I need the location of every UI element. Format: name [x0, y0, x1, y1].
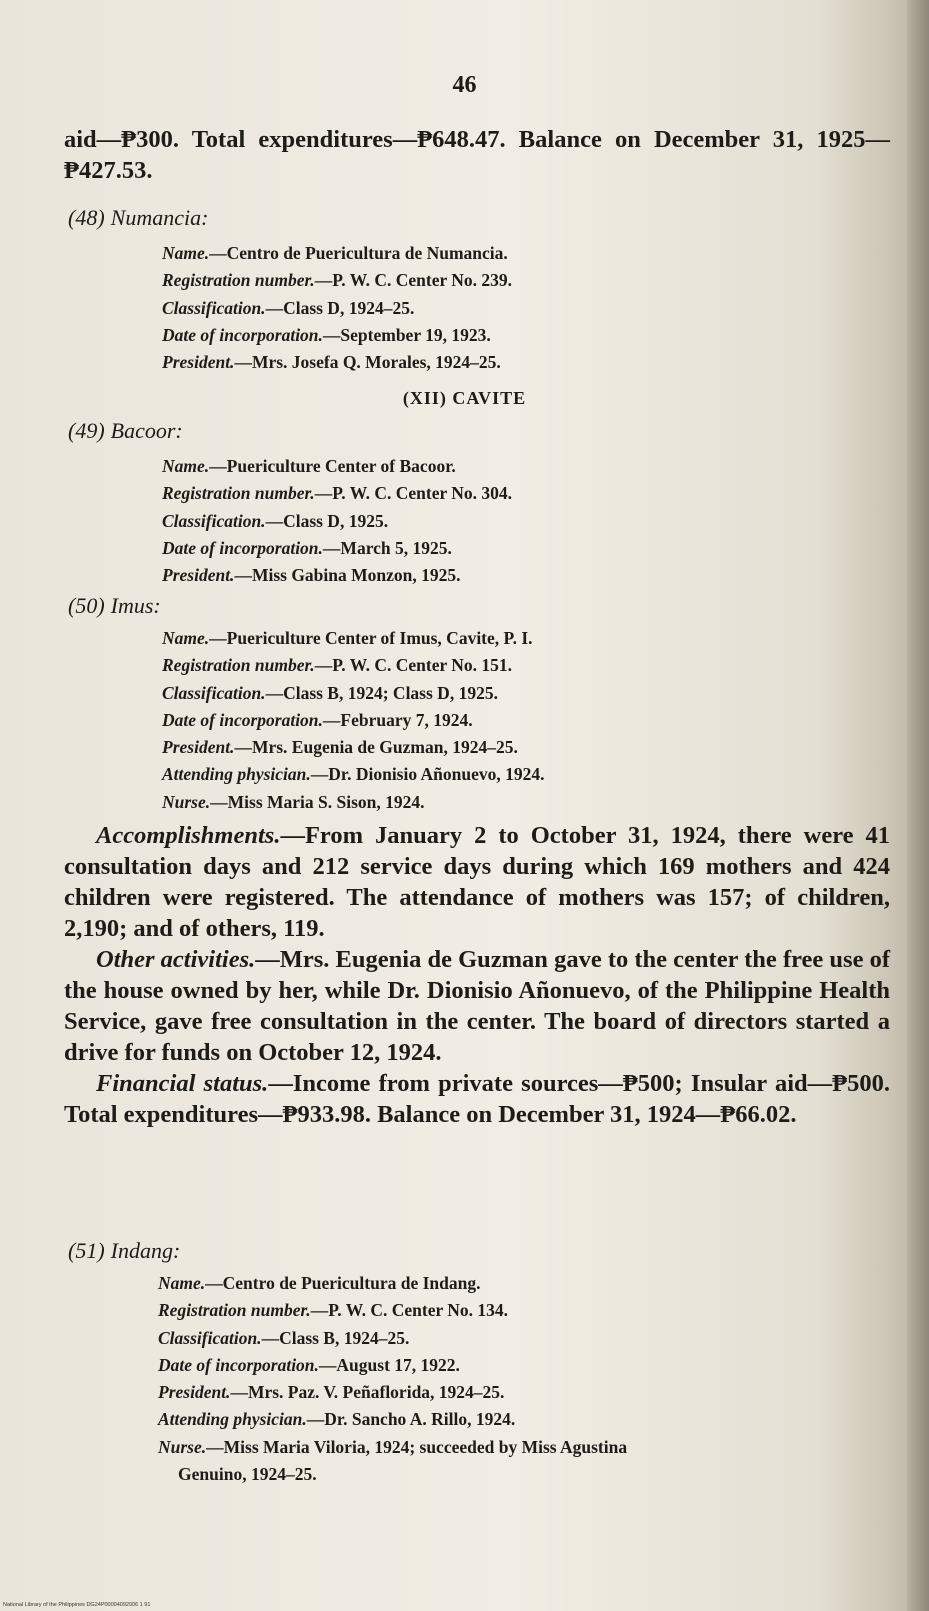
detail-value: —Miss Gabina Monzon, 1925.: [234, 565, 461, 586]
entry-heading-50: [68, 593, 161, 619]
detail-line: [162, 322, 890, 349]
detail-line: [162, 535, 890, 562]
detail-label: Registration number.: [162, 483, 315, 504]
detail-label: Name.: [158, 1273, 206, 1293]
detail-value: —Centro de Puericultura de Numancia.: [209, 243, 508, 263]
detail-value: —Miss Maria S. Sison, 1924.: [210, 791, 425, 812]
detail-label: Name.: [162, 243, 210, 263]
detail-label: Nurse.: [162, 791, 211, 812]
entry-place: Indang:: [110, 1238, 181, 1263]
detail-label: Attending physician.: [162, 764, 311, 785]
paragraph-lead: Financial status.: [96, 1070, 269, 1097]
detail-line: [162, 625, 890, 652]
detail-value: —P. W. C. Center No. 304.: [314, 483, 513, 504]
detail-line: [158, 1325, 886, 1352]
financial-status-paragraph: [64, 1068, 890, 1130]
entry-number: (49): [68, 418, 105, 443]
detail-line: [158, 1352, 886, 1379]
detail-label: President.: [158, 1382, 231, 1403]
book-gutter-shadow: [907, 0, 929, 1611]
entry-place: Imus:: [110, 593, 161, 618]
detail-line: [162, 480, 890, 507]
detail-value: —P. W. C. Center No. 134.: [310, 1300, 509, 1321]
detail-value: —Puericulture Center of Imus, Cavite, P. I.: [209, 628, 533, 648]
detail-line: [162, 349, 890, 376]
top-paragraph-text: aid—₱300. Total expenditures—₱648.47. Balance on December 31, 1925—₱427.53.: [64, 126, 890, 184]
section-heading: (XII) CAVITE: [402, 388, 527, 408]
detail-line: [158, 1297, 886, 1324]
entry-details-50: [162, 625, 890, 816]
paragraph-text: —Income from private sources—₱500; Insular aid—₱500. Total expenditures—₱933.98. Balance on December 31, 1924—₱66.02.: [64, 1070, 890, 1128]
detail-line: [158, 1406, 886, 1433]
detail-value: —Mrs. Eugenia de Guzman, 1924–25.: [234, 737, 518, 758]
detail-label: Classification.: [162, 510, 266, 531]
detail-label: President.: [162, 352, 235, 373]
detail-line: [162, 240, 890, 267]
entry-details-51: [158, 1270, 886, 1488]
detail-value: —Class B, 1924; Class D, 1925.: [265, 682, 498, 703]
detail-value: —Class D, 1925.: [265, 510, 389, 531]
detail-value: —P. W. C. Center No. 239.: [314, 270, 513, 291]
detail-label: President.: [162, 737, 235, 758]
detail-line: [162, 707, 890, 734]
entry-details-48: [162, 240, 890, 376]
detail-label: Date of incorporation.: [162, 537, 323, 558]
detail-value: —Dr. Sancho A. Rillo, 1924.: [306, 1409, 516, 1430]
accomplishments-paragraph: [64, 820, 890, 944]
detail-value: —Dr. Dionisio Añonuevo, 1924.: [310, 764, 545, 785]
detail-label: Classification.: [162, 682, 266, 703]
detail-value: —Mrs. Paz. V. Peñaflorida, 1924–25.: [230, 1382, 505, 1403]
detail-value: —Centro de Puericultura de Indang.: [205, 1273, 481, 1293]
body-paragraphs: [64, 820, 890, 1130]
paragraph-text: —Mrs. Eugenia de Guzman gave to the center the free use of the house owned by her, while Dr. Dionisio Añonuevo, of the Philippine Health Service, gave free consultation in the center. The board of directors started a drive for funds on October 12, 1924.: [64, 946, 890, 1066]
detail-line: [162, 267, 890, 294]
detail-label: Registration number.: [162, 655, 315, 676]
entry-heading-48: [68, 205, 208, 231]
detail-value: —March 5, 1925.: [322, 537, 452, 558]
paragraph-lead: Accomplishments.: [96, 822, 281, 849]
entry-number: (48): [68, 205, 105, 230]
detail-label: Nurse.: [158, 1436, 207, 1457]
detail-value: —Class B, 1924–25.: [261, 1327, 410, 1348]
detail-label: Classification.: [162, 297, 266, 318]
detail-line: [158, 1379, 886, 1406]
detail-line-continuation: [158, 1461, 886, 1488]
detail-label: Date of incorporation.: [158, 1354, 319, 1375]
entry-number: (50): [68, 593, 105, 618]
detail-label: Classification.: [158, 1327, 262, 1348]
detail-value: —P. W. C. Center No. 151.: [314, 655, 513, 676]
detail-value: —Class D, 1924–25.: [265, 297, 415, 318]
entry-details-49: [162, 453, 890, 589]
other-activities-paragraph: [64, 944, 890, 1068]
detail-line: [162, 789, 890, 816]
detail-label: Name.: [162, 628, 210, 648]
detail-label: Registration number.: [162, 270, 315, 291]
detail-line: [162, 453, 890, 480]
entry-heading-49: [68, 418, 183, 444]
scan-footer: National Library of the Philippines DG24P00004092006 1 91: [3, 1602, 151, 1608]
detail-line: [162, 652, 890, 679]
detail-line: [158, 1434, 886, 1461]
detail-line: [162, 734, 890, 761]
entry-heading-51: [68, 1238, 180, 1264]
detail-line: [162, 562, 890, 589]
detail-value: —Mrs. Josefa Q. Morales, 1924–25.: [234, 352, 501, 373]
detail-value: —Miss Maria Viloria, 1924; succeeded by Miss Agustina: [206, 1436, 628, 1457]
detail-value: —September 19, 1923.: [322, 324, 491, 345]
detail-label: Name.: [162, 456, 210, 476]
detail-label: Registration number.: [158, 1300, 311, 1321]
detail-label: President.: [162, 565, 235, 586]
top-paragraph: [64, 124, 890, 186]
detail-line: [158, 1270, 886, 1297]
detail-line: [162, 680, 890, 707]
detail-value: —August 17, 1922.: [318, 1354, 460, 1375]
detail-line: [162, 295, 890, 322]
entry-place: Numancia:: [110, 205, 209, 230]
detail-label: Date of incorporation.: [162, 324, 323, 345]
paragraph-text: —From January 2 to October 31, 1924, there were 41 consultation days and 212 service days during which 169 mothers and 424 children were registered. The attendance of mothers was 157; of children, 2,190; and of others, 119.: [64, 822, 890, 942]
detail-value: Genuino, 1924–25.: [178, 1464, 317, 1485]
paragraph-lead: Other activities.: [96, 946, 256, 973]
detail-label: Attending physician.: [158, 1409, 307, 1430]
entry-place: Bacoor:: [110, 418, 183, 443]
detail-label: Date of incorporation.: [162, 709, 323, 730]
detail-line: [162, 508, 890, 535]
detail-line: [162, 761, 890, 788]
entry-number: (51): [68, 1238, 105, 1263]
page-number: 46: [452, 72, 477, 98]
detail-value: —Puericulture Center of Bacoor.: [209, 456, 456, 476]
detail-value: —February 7, 1924.: [322, 709, 473, 730]
